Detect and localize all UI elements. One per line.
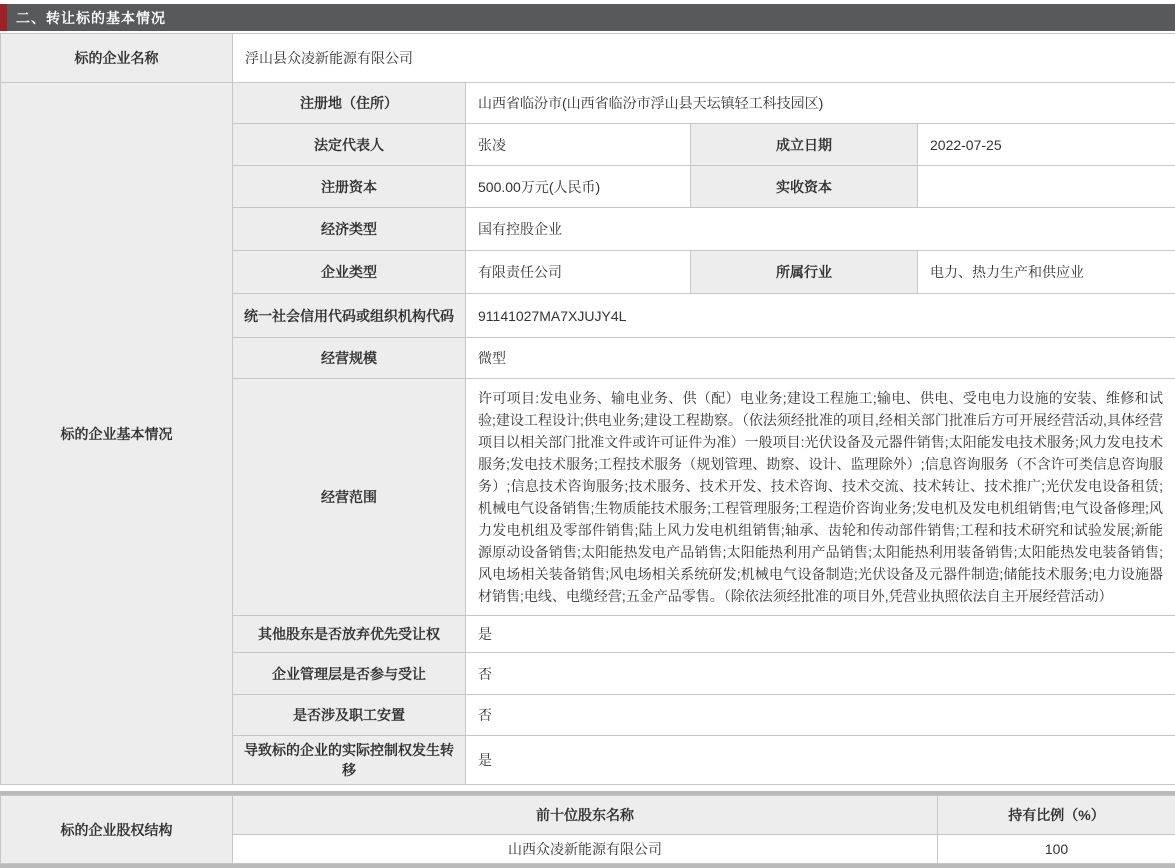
registered-capital-value: 500.00万元(人民币): [466, 166, 691, 208]
bottom-section-divider: [0, 864, 1175, 868]
registered-address-label: 注册地（住所）: [233, 83, 466, 124]
business-scale-label: 经营规模: [233, 338, 466, 379]
registered-capital-label: 注册资本: [233, 166, 466, 208]
legal-rep-value: 张凌: [466, 124, 691, 166]
establish-date-value: 2022-07-25: [918, 124, 1175, 166]
red-accent-bar: [0, 4, 7, 31]
basic-info-table: [0, 33, 1175, 785]
section-header-bar: [0, 4, 1175, 31]
business-scope-value: 许可项目:发电业务、输电业务、供（配）电业务;建设工程施工;输电、供电、受电电力设施的安装、维修和试验;建设工程设计;供电业务;建设工程勘察。（依法须经批准的项目,经相关部门批准后方可开展经营活动,具体经营项目以相关部门批准文件或许可证件为准）一般项目:光伏设备及元器件销售;太阳能发电技术服务;风力发电技术服务;发电技术服务;工程技术服务（规划管理、勘察、设计、监理除外）;信息咨询服务（不含许可类信息咨询服务）;信息技术咨询服务;技术服务、技术开发、技术咨询、技术交流、技术转让、技术推广;光伏发电设备租赁;机械电气设备销售;生物质能技术服务;工程管理服务;工程造价咨询业务;发电机及发电机组销售;电气设备修理;风力发电机组及零部件销售;陆上风力发电机组销售;轴承、齿轮和传动部件销售;工程和技术研究和试验发展;新能源原动设备销售;太阳能热发电产品销售;太阳能热利用产品销售;太阳能热利用装备销售;太阳能热发电装备销售;风电场相关装备销售;风电场相关系统研发;机械电气设备制造;光伏设备及元器件制造;储能技术服务;电力设施器材销售;电线、电缆经营;五金产品零售。（除依法须经批准的项目外,凭营业执照依法自主开展经营活动）: [466, 379, 1175, 616]
enterprise-type-label: 企业类型: [233, 251, 466, 294]
management-participate-value: 否: [466, 653, 1175, 695]
section-title: 二、转让标的基本情况: [16, 8, 166, 28]
shareholder-ratio: 100: [938, 835, 1175, 864]
management-participate-label: 企业管理层是否参与受让: [233, 653, 466, 695]
enterprise-type-value: 有限责任公司: [466, 251, 691, 294]
holding-ratio-header: 持有比例（%）: [938, 796, 1175, 835]
waive-preemptive-label: 其他股东是否放弃优先受让权: [233, 616, 466, 653]
registered-address-value: 山西省临汾市(山西省临汾市浮山县天坛镇轻工科技园区): [466, 83, 1175, 124]
business-scale-value: 微型: [466, 338, 1175, 379]
industry-label: 所属行业: [691, 251, 918, 294]
table-row: [1, 796, 1175, 835]
company-name-label: 标的企业名称: [1, 34, 233, 83]
economic-type-value: 国有控股企业: [466, 208, 1175, 251]
legal-rep-label: 法定代表人: [233, 124, 466, 166]
waive-preemptive-value: 是: [466, 616, 1175, 653]
economic-type-label: 经济类型: [233, 208, 466, 251]
shareholder-name: 山西众凌新能源有限公司: [233, 835, 938, 864]
control-transfer-label: 导致标的企业的实际控制权发生转移: [233, 736, 466, 785]
establish-date-label: 成立日期: [691, 124, 918, 166]
company-name-value: 浮山县众凌新能源有限公司: [233, 34, 1175, 83]
equity-structure-table: [0, 795, 1175, 864]
business-scope-label: 经营范围: [233, 379, 466, 616]
control-transfer-value: 是: [466, 736, 1175, 785]
table-row: [1, 34, 1175, 83]
shareholder-name-header: 前十位股东名称: [233, 796, 938, 835]
equity-section-label: 标的企业股权结构: [1, 796, 233, 864]
employee-settlement-value: 否: [466, 695, 1175, 736]
credit-code-value: 91141027MA7XJUJY4L: [466, 294, 1175, 338]
table-row: [1, 83, 1175, 124]
credit-code-label: 统一社会信用代码或组织机构代码: [233, 294, 466, 338]
paid-in-capital-label: 实收资本: [691, 166, 918, 208]
paid-in-capital-value: [918, 166, 1175, 208]
basic-info-section-label: 标的企业基本情况: [1, 83, 233, 785]
employee-settlement-label: 是否涉及职工安置: [233, 695, 466, 736]
industry-value: 电力、热力生产和供应业: [918, 251, 1175, 294]
